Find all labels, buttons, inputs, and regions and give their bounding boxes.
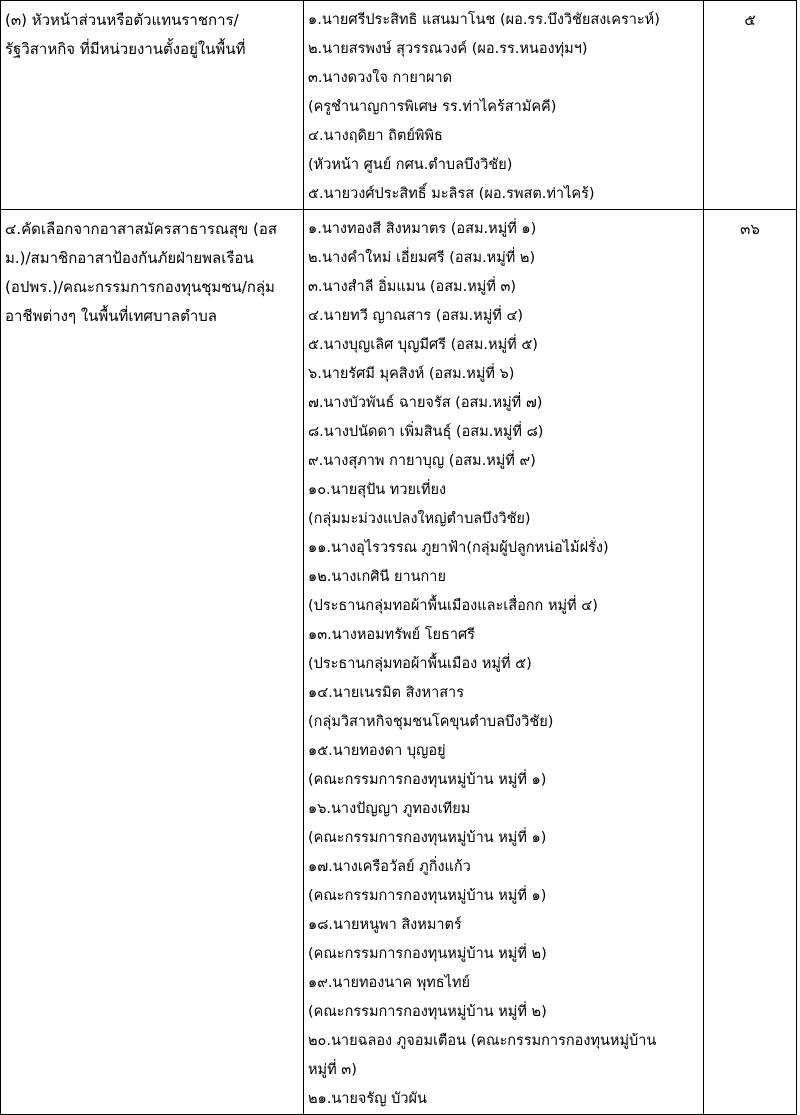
member-line: (กลุ่มมะม่วงแปลงใหญ่ตำบลบึงวิชัย) (308, 511, 531, 527)
member-line: (หัวหน้า ศูนย์ กศน.ตำบลบึงวิชัย) (308, 157, 513, 173)
count-cell (704, 210, 797, 1115)
member-line: ๔.นายทวี ญาณสาร (อสม.หมู่ที่ ๔) (308, 308, 524, 324)
member-line: ๑๓.นางหอมทรัพย์ โยธาศรี (308, 627, 475, 643)
count-cell (704, 1, 797, 210)
member-line: ๕.นายวงศ์ประสิทธิ์ มะลิรส (ผอ.รพสต.ท่าไคร้) (308, 186, 595, 202)
member-line: (ครูชำนาญการพิเศษ รร.ท่าไคร้สามัคคี) (308, 99, 557, 115)
member-line: (ประธานกลุ่มทอผ้าพื้นเมืองและเสื่อกก หมู่ที่ ๔) (308, 598, 598, 614)
member-line: ๕.นางบุญเลิศ บุญมีศรี (อสม.หมู่ที่ ๕) (308, 337, 538, 353)
member-line: ๒.นางคำใหม่ เอี่ยมศรี (อสม.หมู่ที่ ๒) (308, 250, 536, 266)
member-line: ๑๙.นายทองนาค พุทธไทย์ (308, 975, 471, 991)
category-cell (1, 1, 304, 210)
member-line: ๑๕.นายทองดา บุญอยู่ (308, 743, 446, 759)
category-line: อาชีพต่างๆ ในพื้นที่เทศบาลตำบล (5, 307, 217, 325)
member-line: ๔.นางฤดิยา ถิตย์พิพิธ (308, 128, 443, 144)
member-line: ๖.นายรัศมี มุคสิงห์ (อสม.หมู่ที่ ๖) (308, 366, 515, 382)
table-row (1, 1, 797, 210)
member-line: ๑.นายศรีประสิทธิ แสนมาโนช (ผอ.รร.บึงวิชัยสงเคราะห์) (308, 12, 660, 28)
member-line: ๑๗.นางเครือวัลย์ ภูกิ่งแก้ว (308, 859, 471, 875)
member-line: ๑.นางทองสี สิงหมาตร (อสม.หมู่ที่ ๑) (308, 221, 537, 237)
members-cell (304, 210, 704, 1115)
member-line: ๒.นายสรพงษ์ สุวรรณวงค์ (ผอ.รร.หนองทุ่มฯ) (308, 41, 588, 57)
member-line: (ประธานกลุ่มทอผ้าพื้นเมือง หมู่ที่ ๕) (308, 656, 532, 672)
member-count: ๕ (744, 11, 756, 29)
category-cell (1, 210, 304, 1115)
member-line: ๒๑.นายจรัญ บัวผัน (308, 1091, 427, 1107)
member-line: ๒๐.นายฉลอง ภูจอมเตือน (คณะกรรมการกองทุนหมู่บ้าน (308, 1033, 657, 1049)
member-count: ๓๖ (740, 220, 760, 238)
member-line: ๙.นางสุภาพ กายาบุญ (อสม.หมู่ที่ ๙) (308, 453, 536, 469)
member-line: (คณะกรรมการกองทุนหมู่บ้าน หมู่ที่ ๑) (308, 772, 547, 788)
member-line: ๑๔.นายเนรมิต สิงหาสาร (308, 685, 464, 701)
member-line: ๗.นางบัวพันธ์ ฉายจรัส (อสม.หมู่ที่ ๗) (308, 395, 543, 411)
category-line: (๓) หัวหน้าส่วนหรือตัวแทนราชการ/ (5, 11, 239, 29)
member-line: (คณะกรรมการกองทุนหมู่บ้าน หมู่ที่ ๒) (308, 946, 547, 962)
member-line: ๑๑.นางอุไรวรรณ ภูยาฟ้า(กลุ่มผู้ปลูกหน่อไม้ฝรั่ง) (308, 540, 609, 556)
member-line: หมู่ที่ ๓) (308, 1062, 357, 1078)
member-line: ๑๖.นางปัญญา ภูทองเทียม (308, 801, 471, 817)
category-line: (อปพร.)/คณะกรรมการกองทุนชุมชน/กลุ่ม (5, 278, 275, 296)
table-row (1, 210, 797, 1115)
member-line: ๑๘.นายหนูพา สิงหมาตร์ (308, 917, 462, 933)
member-line: ๑๒.นางเกศินี ยานกาย (308, 569, 446, 585)
members-cell (304, 1, 704, 210)
member-line: (คณะกรรมการกองทุนหมู่บ้าน หมู่ที่ ๑) (308, 830, 547, 846)
member-line: ๓.นางดวงใจ กายาผาด (308, 70, 453, 86)
category-line: รัฐวิสาหกิจ ที่มีหน่วยงานตั้งอยู่ในพื้นที่ (5, 40, 246, 58)
member-line: ๑๐.นายสุปัน ทวยเที่ยง (308, 482, 447, 498)
member-line: ๓.นางสำลี อิ่มแมน (อสม.หมู่ที่ ๓) (308, 279, 517, 295)
member-line: (คณะกรรมการกองทุนหมู่บ้าน หมู่ที่ ๑) (308, 888, 547, 904)
member-line: (กลุ่มวิสาหกิจชุมชนโคขุนตำบลบึงวิชัย) (308, 714, 554, 730)
category-line: ม.)/สมาชิกอาสาป้องกันภัยฝ่ายพลเรือน (5, 249, 254, 267)
member-line: (คณะกรรมการกองทุนหมู่บ้าน หมู่ที่ ๒) (308, 1004, 547, 1020)
category-line: ๔.คัดเลือกจากอาสาสมัครสาธารณสุข (อส (5, 220, 278, 238)
member-line: ๘.นางปนัดดา เพิ่มสินธุ์ (อสม.หมู่ที่ ๘) (308, 424, 544, 440)
